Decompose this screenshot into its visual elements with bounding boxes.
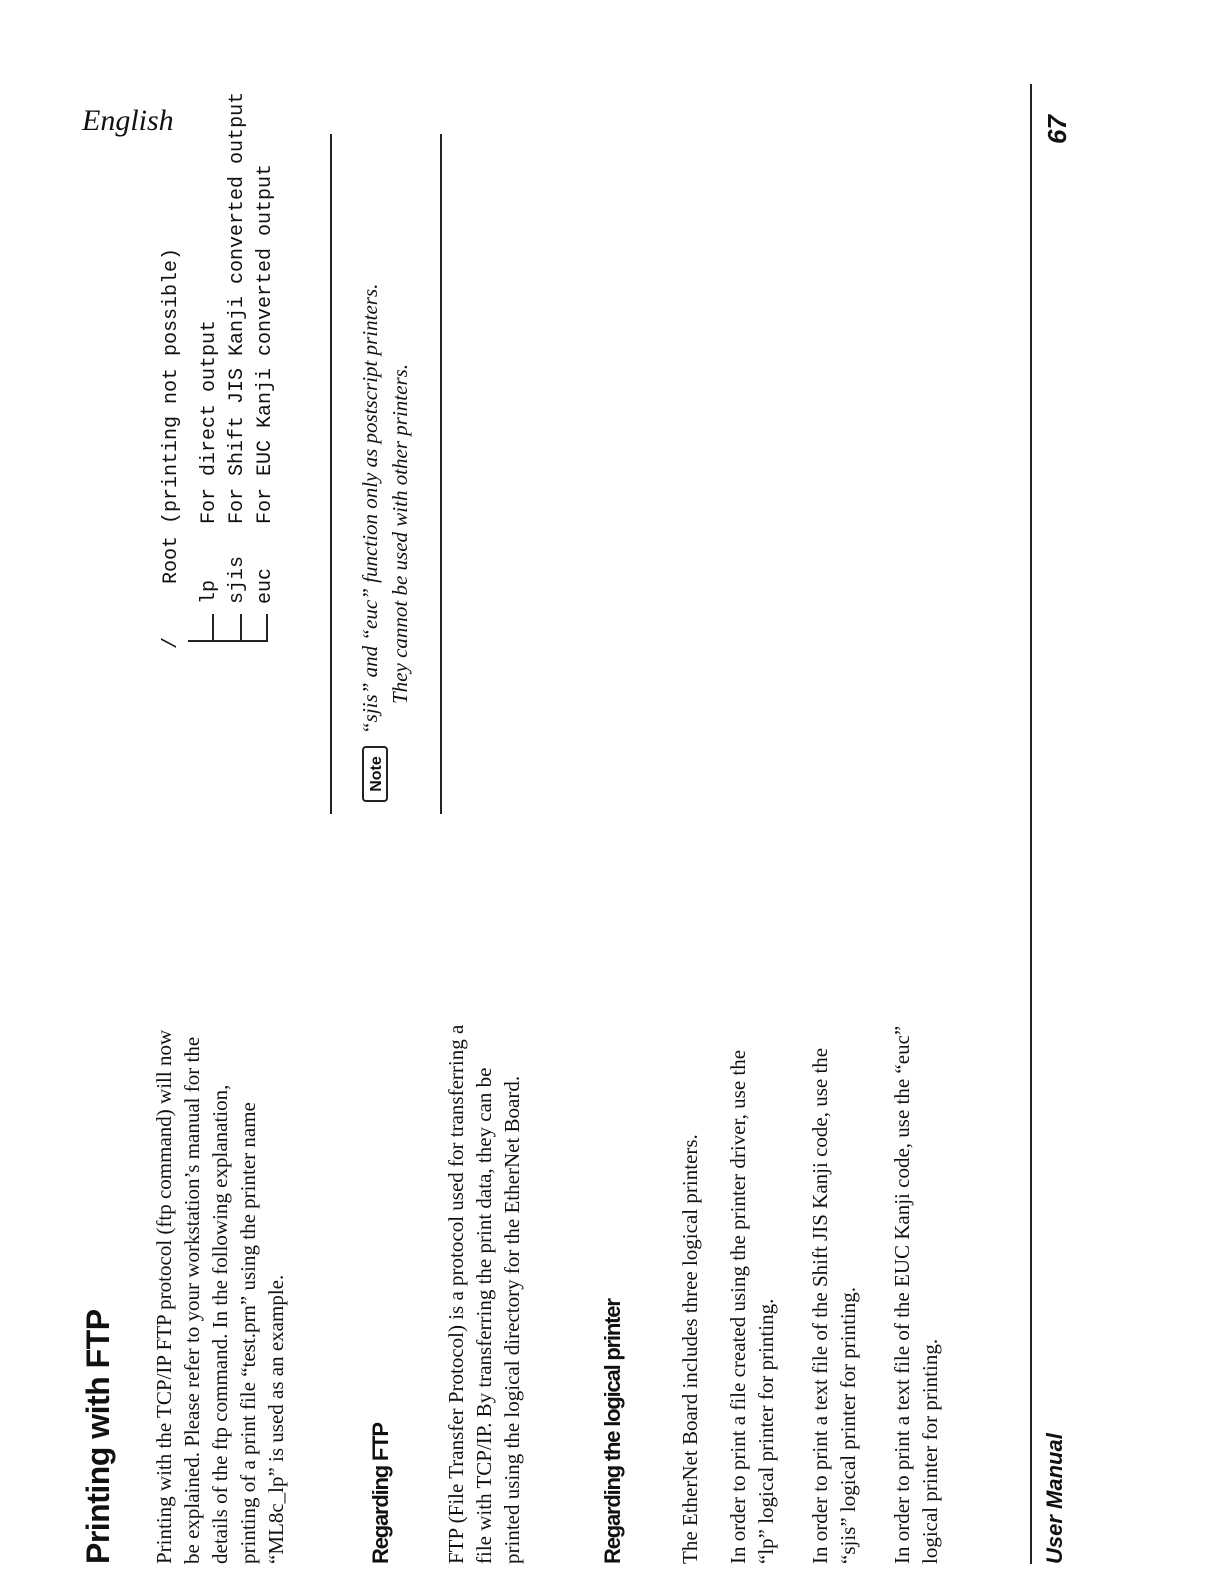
tree-branch-line bbox=[240, 614, 242, 642]
ftp-line: file with TCP/IP. By transferring the print data, they can be bbox=[472, 1067, 496, 1564]
tree-entry-name: lp bbox=[198, 579, 221, 604]
note-top-rule bbox=[330, 134, 332, 814]
item-line: logical printer for printing. bbox=[918, 1338, 942, 1564]
footer-manual-title: User Manual bbox=[1042, 1433, 1067, 1564]
intro-line: be explained. Please refer to your workstation’s manual for the bbox=[180, 1036, 204, 1564]
note-text-line: “sjis” and “euc” function only as postscript printers. bbox=[358, 283, 382, 734]
intro-line: printing of a print file “test.prn” using the printer name bbox=[236, 1102, 260, 1564]
tree-branch-line bbox=[212, 614, 214, 642]
footer-rule bbox=[1030, 84, 1032, 1564]
item-line: “lp” logical printer for printing. bbox=[754, 1298, 778, 1564]
logical-printer-item-euc bbox=[888, 824, 944, 1564]
logical-printer-intro: The EtherNet Board includes three logical printers. bbox=[678, 1134, 702, 1564]
logical-printer-heading: Regarding the logical printer bbox=[600, 1299, 625, 1564]
item-line: “sjis” logical printer for printing. bbox=[836, 1286, 860, 1564]
intro-line: details of the ftp command. In the following explanation, bbox=[208, 1084, 232, 1564]
intro-line: “ML8c_lp” is used as an example. bbox=[264, 1274, 288, 1564]
item-line: In order to print a file created using the printer driver, use the bbox=[726, 1049, 750, 1564]
tree-entry-description: For direct output bbox=[198, 319, 221, 524]
note-badge: Note bbox=[362, 746, 388, 802]
regarding-ftp-paragraph bbox=[442, 824, 526, 1564]
tree-root-symbol: / bbox=[160, 636, 183, 649]
logical-printer-item-lp bbox=[724, 824, 780, 1564]
regarding-ftp-heading: Regarding FTP bbox=[368, 1423, 393, 1564]
item-line: In order to print a text file of the EUC Kanji code, use the “euc” bbox=[890, 1025, 914, 1564]
note-bottom-rule bbox=[440, 134, 442, 814]
intro-line: Printing with the TCP/IP FTP protocol (ftp command) will now bbox=[152, 1029, 176, 1564]
tree-branch-line bbox=[266, 614, 268, 642]
tree-entry-description: For EUC Kanji converted output bbox=[254, 163, 277, 524]
ftp-line: FTP (File Transfer Protocol) is a protocol used for transferring a bbox=[444, 1024, 468, 1564]
tree-branch-line bbox=[188, 640, 266, 642]
note-text-line: They cannot be used with other printers. bbox=[388, 363, 412, 704]
tree-entry-name: euc bbox=[254, 567, 277, 604]
tree-root-description: Root (printing not possible) bbox=[160, 247, 183, 584]
page-number: 67 bbox=[1042, 115, 1072, 144]
item-line: In order to print a text file of the Shift JIS Kanji code, use the bbox=[808, 1047, 832, 1564]
ftp-line: printed using the logical directory for the EtherNet Board. bbox=[500, 1075, 524, 1564]
tree-entry-name: sjis bbox=[226, 555, 249, 604]
logical-printer-item-sjis bbox=[806, 824, 862, 1564]
language-tag: English bbox=[82, 104, 174, 137]
tree-entry-description: For Shift JIS Kanji converted output bbox=[226, 91, 249, 524]
intro-paragraph bbox=[150, 824, 290, 1564]
page-title: Printing with FTP bbox=[80, 1309, 116, 1564]
